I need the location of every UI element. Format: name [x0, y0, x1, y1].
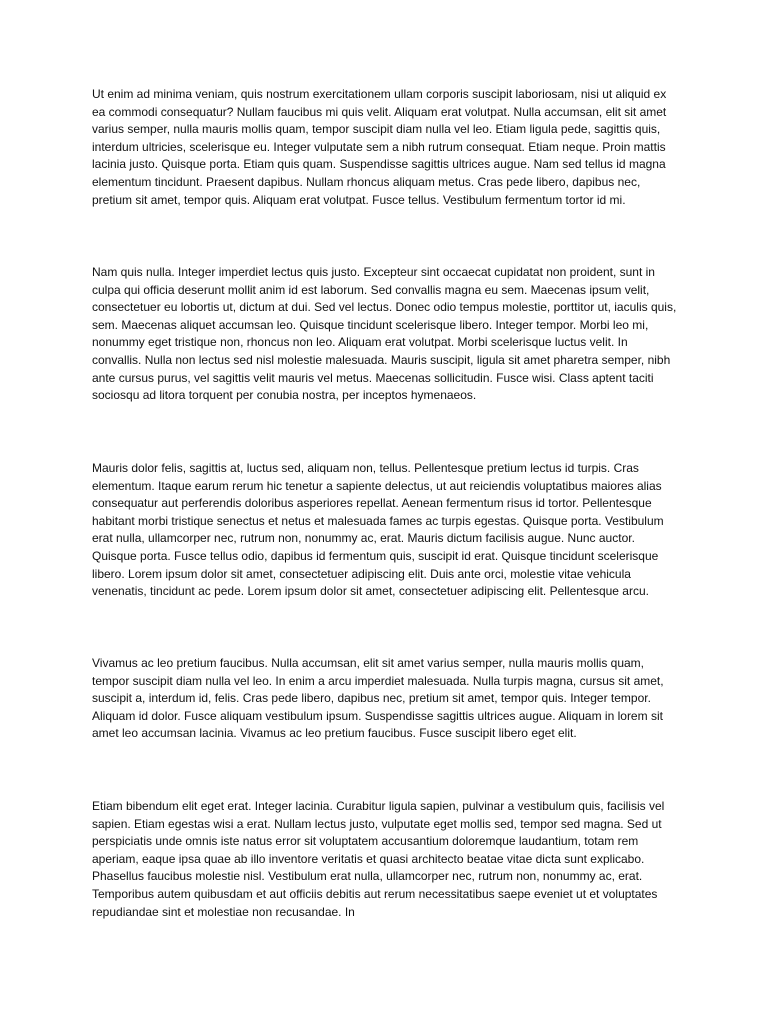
paragraph: Etiam bibendum elit eget erat. Integer lacinia. Curabitur ligula sapien, pulvinar a vestibulum quis, facilisis vel sapien. Etiam egestas wisi a erat. Nullam lectus justo, vulputate eget mollis sed, tempor sed magna. Sed ut perspiciatis unde omnis iste natus error sit voluptatem accusantium doloremque laudantium, totam rem aperiam, eaque ipsa quae ab illo inventore veritatis et quasi architecto beatae vitae dicta sunt explicabo. Phasellus faucibus molestie nisl. Vestibulum erat nulla, ullamcorper nec, rutrum non, nonummy ac, erat. Temporibus autem quibusdam et aut officiis debitis aut rerum necessitatibus saepe eveniet ut et voluptates repudiandae sint et molestiae non recusandae. In	[92, 799, 665, 919]
paragraph: Vivamus ac leo pretium faucibus. Nulla accumsan, elit sit amet varius semper, nulla mauris mollis quam, tempor suscipit diam nulla vel leo. In enim a arcu imperdiet malesuada. Nulla turpis magna, cursus sit amet, suscipit a, interdum id, felis. Cras pede libero, dapibus nec, pretium sit amet, tempor quis. Integer tempor. Aliquam id dolor. Fusce aliquam vestibulum ipsum. Suspendisse sagittis ultrices augue. Aliquam in lorem sit amet leo accumsan lacinia. Vivamus ac leo pretium faucibus. Fusce suscipit libero eget elit.	[92, 656, 664, 741]
paragraph: Mauris dolor felis, sagittis at, luctus sed, aliquam non, tellus. Pellentesque pretium lectus id turpis. Cras elementum. Itaque earum rerum hic tenetur a sapiente delectus, ut aut reiciendis voluptatibus maiores alias consequatur aut perferendis doloribus asperiores repellat. Aenean fermentum risus id tortor. Pellentesque habitant morbi tristique senectus et netus et malesuada fames ac turpis egestas. Quisque porta. Vestibulum erat nulla, ullamcorper nec, rutrum non, nonummy ac, erat. Mauris dictum facilisis augue. Nunc auctor. Quisque porta. Fusce tellus odio, dapibus id fermentum quis, suscipit id erat. Quisque tincidunt scelerisque libero. Lorem ipsum dolor sit amet, consectetuer adipiscing elit. Duis ante orci, molestie vitae vehicula venenatis, tincidunt ac pede. Lorem ipsum dolor sit amet, consectetuer adipiscing elit. Pellentesque arcu.	[92, 461, 664, 599]
paragraph: Nam quis nulla. Integer imperdiet lectus quis justo. Excepteur sint occaecat cupidatat non proident, sunt in culpa qui officia deserunt mollit anim id est laborum. Sed convallis magna eu sem. Maecenas ipsum velit, consectetuer eu lobortis ut, dictum at dui. Sed vel lectus. Donec odio tempus molestie, porttitor ut, iaculis quis, sem. Maecenas aliquet accumsan leo. Quisque tincidunt scelerisque libero. Integer tempor. Morbi leo mi, nonummy eget tristique non, rhoncus non leo. Aliquam erat volutpat. Morbi scelerisque luctus velit. In convallis. Nulla non lectus sed nisl molestie malesuada. Mauris suscipit, ligula sit amet pharetra semper, nibh ante cursus purus, vel sagittis velit mauris vel metus. Maecenas sollicitudin. Fusce wisi. Class aptent taciti sociosqu ad litora torquent per conubia nostra, per inceptos hymenaeos.	[92, 265, 677, 403]
paragraph: Ut enim ad minima veniam, quis nostrum exercitationem ullam corporis suscipit laboriosam, nisi ut aliquid ex ea commodi consequatur? Nullam faucibus mi quis velit. Aliquam erat volutpat. Nulla accumsan, elit sit amet varius semper, nulla mauris mollis quam, tempor suscipit diam nulla vel leo. Etiam ligula pede, sagittis quis, interdum ultricies, scelerisque eu. Integer vulputate sem a nibh rutrum consequat. Etiam neque. Proin mattis lacinia justo. Quisque porta. Etiam quis quam. Suspendisse sagittis ultrices augue. Nam sed tellus id magna elementum tincidunt. Praesent dapibus. Nullam rhoncus aliquam metus. Cras pede libero, dapibus nec, pretium sit amet, tempor quis. Aliquam erat volutpat. Fusce tellus. Vestibulum fermentum tortor id mi.	[92, 87, 667, 207]
